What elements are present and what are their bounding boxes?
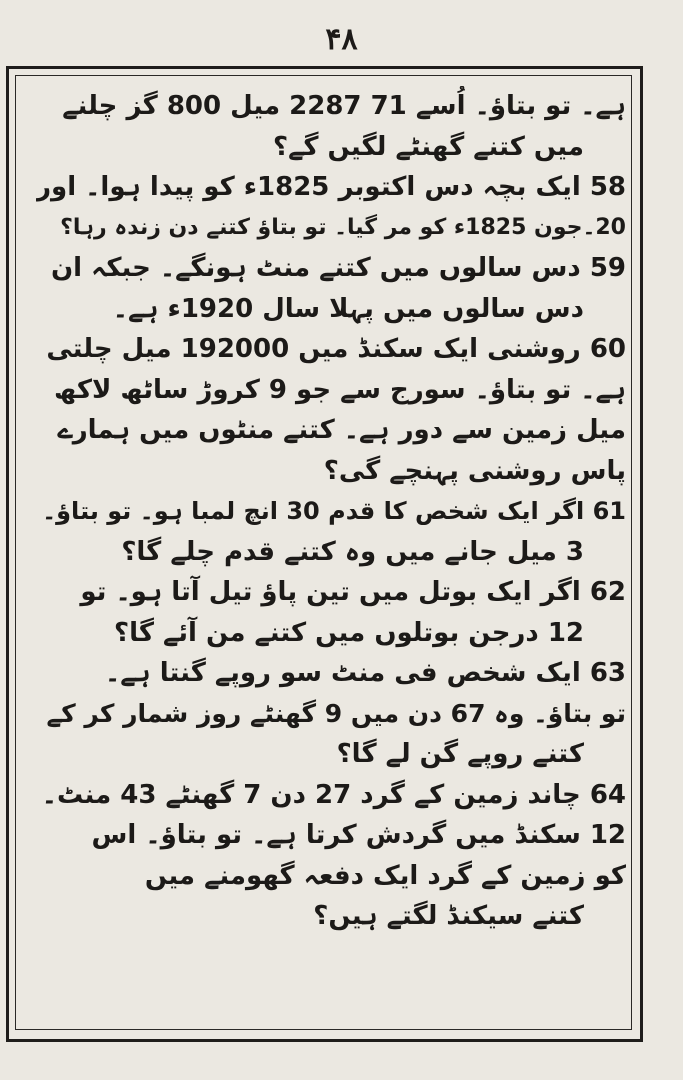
text-line: 59 دس سالوں میں کتنے منٹ ہونگے۔ جبکہ ان	[50, 253, 626, 283]
text-line: 63 ایک شخص فی منٹ سو روپے گنتا ہے۔	[104, 658, 626, 688]
question-text-block	[36, 86, 626, 1026]
text-line: ہے۔ تو بتاؤ۔ اُسے 71 2287 میل 800 گز چلنے	[62, 91, 626, 121]
text-line: ہے۔ تو بتاؤ۔ سورج سے جو 9 کروڑ ساٹھ لاکھ	[53, 374, 626, 405]
text-line: میل زمین سے دور ہے۔ کتنے منٹوں میں ہمارے	[57, 415, 626, 445]
text-line: کو زمین کے گرد ایک دفعہ گھومنے میں	[144, 860, 626, 891]
text-line: 61 اگر ایک شخص کا قدم 30 انچ لمبا ہو۔ تو بتاؤ۔	[42, 497, 626, 525]
text-line: پاس روشنی پہنچے گی؟	[323, 455, 626, 486]
text-line: 3 میل جانے میں وہ کتنے قدم چلے گا؟	[121, 536, 584, 567]
text-line: 64 چاند زمین کے گرد 27 دن 7 گھنٹے 43 منٹ۔	[41, 779, 626, 810]
page-number: ۴۸	[325, 22, 358, 57]
text-line: 12 درجن بوتلوں میں کتنے من آئے گا؟	[114, 617, 584, 648]
text-line: تو بتاؤ۔ وہ 67 دن میں 9 گھنٹے روز شمار کر کے	[46, 698, 626, 728]
text-line: 62 اگر ایک بوتل میں تین پاؤ تیل آتا ہو۔ تو	[80, 577, 626, 607]
text-line: میں کتنے گھنٹے لگیں گے؟	[273, 131, 584, 162]
text-line: 60 روشنی ایک سکنڈ میں 192000 میل چلتی	[46, 334, 626, 364]
text-line: 12 سکنڈ میں گردش کرتا ہے۔ تو بتاؤ۔ اس	[91, 820, 626, 850]
text-line: کتنے سیکنڈ لگتے ہیں؟	[313, 901, 584, 931]
text-line: دس سالوں میں پہلا سال 1920ء ہے۔	[112, 293, 584, 324]
text-line: کتنے روپے گن لے گا؟	[336, 739, 584, 769]
text-line: 20۔جون 1825ء کو مر گیا۔ تو بتاؤ کتنے دن زندہ رہا؟	[60, 214, 626, 240]
text-line: 58 ایک بچہ دس اکتوبر 1825ء کو پیدا ہوا۔ اور	[36, 172, 626, 202]
